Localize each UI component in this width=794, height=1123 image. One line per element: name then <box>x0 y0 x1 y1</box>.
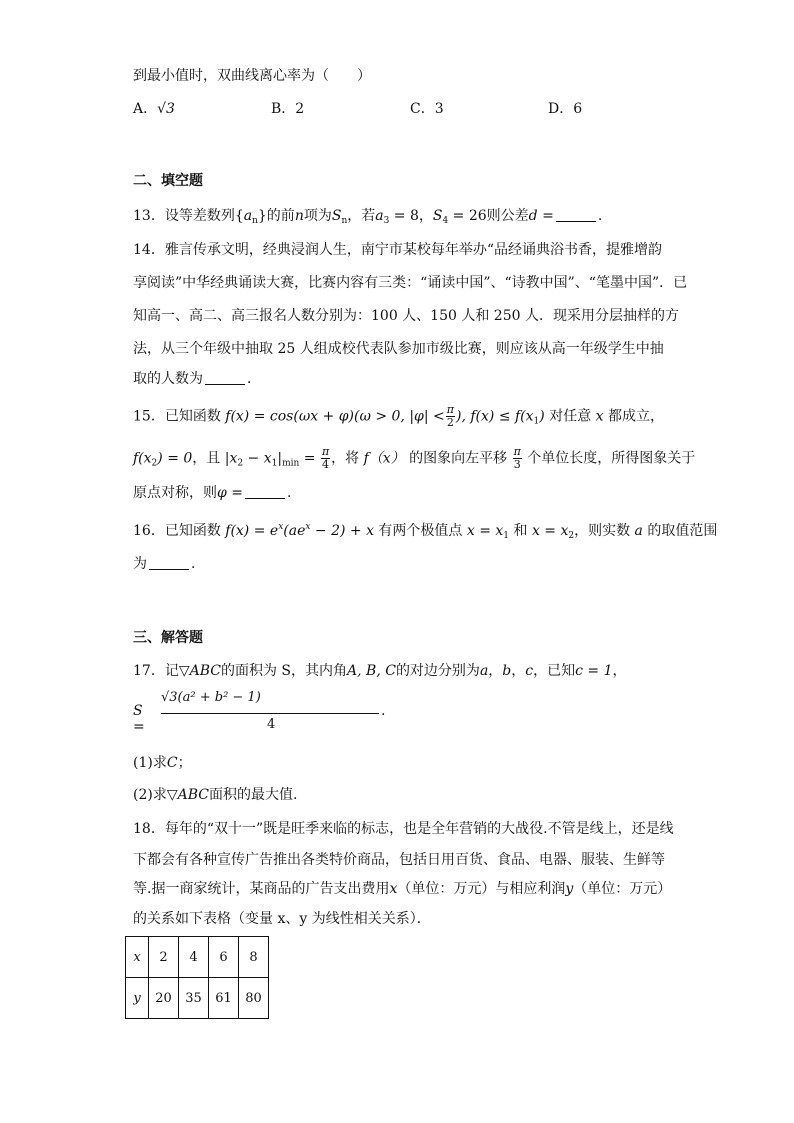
question-14-line-5: 取的人数为 ． <box>133 371 261 387</box>
question-13: 13．设等差数列$\{a_n\}$的前n项为$S_n$，若$a_3 = 8$，$S_4 = 26$则公差d = . <box>133 208 603 226</box>
q12-option-a: A．√3 <box>133 101 175 117</box>
question-18-line-4: 的关系如下表格（变量 x、y 为线性相关关系）． <box>133 911 431 927</box>
question-18-line-1: 18．每年的“双十一”既是旺季来临的标志，也是全年营销的大战役.不管是线上，还是线 <box>133 821 674 837</box>
fraction: $\frac{\pi}{4}$ <box>321 445 330 471</box>
answer-blank <box>149 555 189 570</box>
table-cell: 35 <box>179 978 209 1019</box>
question-15-line-3: 原点对称，则φ = . <box>133 485 292 501</box>
answer-blank <box>205 370 245 385</box>
table-cell: 8 <box>239 937 269 978</box>
fraction: $\frac{\pi}{3}$ <box>513 445 521 471</box>
question-14-line-1: 14．雅言传承文明，经典浸润人生，南宁市某校每年举办“品经诵典浴书香，提雅增韵 <box>133 242 662 258</box>
fraction-bar <box>161 713 379 714</box>
question-17-line-1: 17．记▽ABC的面积为 S，其内角A, B, C的对边分别为a，b，c，已知c = 1， <box>133 663 627 679</box>
fraction: $\frac{\pi}{2}$ <box>446 403 454 429</box>
question-15-line-1: 15．已知函数 f(x) = cos(ωx + φ)(ω > 0, |φ| < $\frac{\pi}{2}$ ), $f(x) \le f(x_1)$ 对任意 x 都成立， <box>133 403 665 429</box>
question-15-line-2: $f(x_2) = 0$，且 $|x_2 - x_1|_{min}$ = $\frac{\pi}{4}$ ，将 f（x） 的图象向左平移 $\frac{\pi}{3}$ 个单位长度，所得图象关于 <box>133 445 696 471</box>
q12-option-c: C．3 <box>410 101 444 117</box>
table-cell: 80 <box>239 978 269 1019</box>
q12-tail: 到最小值时，双曲线离心率为（ ） <box>133 68 371 84</box>
document-page: 到最小值时，双曲线离心率为（ ） A．√3 B．2 C．3 D．6 二、填空题 13．设等差数列$\{a_n\}$的前n项为$S_n$，若$a_3 = 8$，$S_4 = 26$则公差d = . 14．雅言传承文明，经典浸润人生，南宁市某校每年举办“品经诵典浴书香，提雅增韵 享阅读”中华经典诵读大赛，比赛内容有三类：“诵读中国”、“诗教中国”、“笔墨中国”．已 知高一、高二、高三报名人数分别为：100 人、150 人和 250 人．现采用分层抽样的方 法，从三个年级中抽取 25 人组成校代表队参加市级比赛，则应该从高一年级学生中抽 取的人数为 ． 15．已知函数 f(x) = cos(ωx + φ)(ω > 0, |φ| < $\frac{\pi}{2}$ ), $f(x) \le f(x_1)$ 对任意 x 都成立， $f(x_2) = 0$，且 $|x_2 - x_1|_{min}$ = $\frac{\pi}{4}$ ，将 f（x） 的图象向左平移 $\frac{\pi}{3}$ 个单位长度，所得图象关于 原点对称，则φ = . 16．已知函数 $f(x) = e^x(ae^x - 2) + x$ 有两个极值点 $x = x_1$ 和 $x = x_2$，则实数 a 的取值范围 为 . 三、解答题 17．记▽ABC的面积为 S，其内角A, B, C的对边分别为a，b，c，已知c = 1， S = √3(a² + b² − 1) 4 . (1)求C； (2)求▽ABC面积的最大值. 18．每年的“双十一”既是旺季来临的标志，也是全年营销的大战役.不管是线上，还是线 下都会有各种宣传广告推出各类特价商品，包括日用百货、食品、电器、服装、生鲜等 等.据一商家统计，某商品的广告支出费用x（单位：万元）与相应利润y（单位：万元） 的关系如下表格（变量 x、y 为线性相关关系）． x 2 4 6 8 y 20 35 61 80 <box>0 0 794 1123</box>
section-heading-solve: 三、解答题 <box>133 630 203 646</box>
question-14-line-4: 法，从三个年级中抽取 25 人组成校代表队参加市级比赛，则应该从高一年级学生中抽 <box>133 341 664 357</box>
data-table <box>125 936 269 1019</box>
question-17-part-2: (2)求▽ABC面积的最大值. <box>133 787 298 803</box>
question-18-line-2: 下都会有各种宣传广告推出各类特价商品，包括日用百货、食品、电器、服装、生鲜等 <box>133 852 665 868</box>
table-cell: 6 <box>209 937 239 978</box>
table-cell: 61 <box>209 978 239 1019</box>
section-heading-fill-blank: 二、填空题 <box>133 173 203 189</box>
q12-option-d: D．6 <box>548 101 583 117</box>
answer-blank <box>556 207 596 222</box>
answer-blank <box>245 484 285 499</box>
table-cell: 20 <box>149 978 179 1019</box>
question-17-part-1: (1)求C； <box>133 755 192 771</box>
table-row <box>126 937 269 978</box>
table-header-cell: y <box>126 978 149 1019</box>
question-18-line-3: 等.据一商家统计，某商品的广告支出费用x（单位：万元）与相应利润y（单位：万元） <box>133 881 672 897</box>
question-14-line-3: 知高一、高二、高三报名人数分别为：100 人、150 人和 250 人．现采用分层抽样的方 <box>133 308 679 324</box>
question-14-line-2: 享阅读”中华经典诵读大赛，比赛内容有三类：“诵读中国”、“诗教中国”、“笔墨中国”．已 <box>133 275 688 291</box>
q12-option-b: B．2 <box>271 101 305 117</box>
table-cell: 4 <box>179 937 209 978</box>
table-cell: 2 <box>149 937 179 978</box>
question-16-line-1: 16．已知函数 $f(x) = e^x(ae^x - 2) + x$ 有两个极值点 $x = x_1$ 和 $x = x_2$，则实数 a 的取值范围 <box>133 522 718 541</box>
table-header-cell: x <box>126 937 149 978</box>
question-16-line-2: 为 . <box>133 556 196 572</box>
table-row <box>126 978 269 1019</box>
